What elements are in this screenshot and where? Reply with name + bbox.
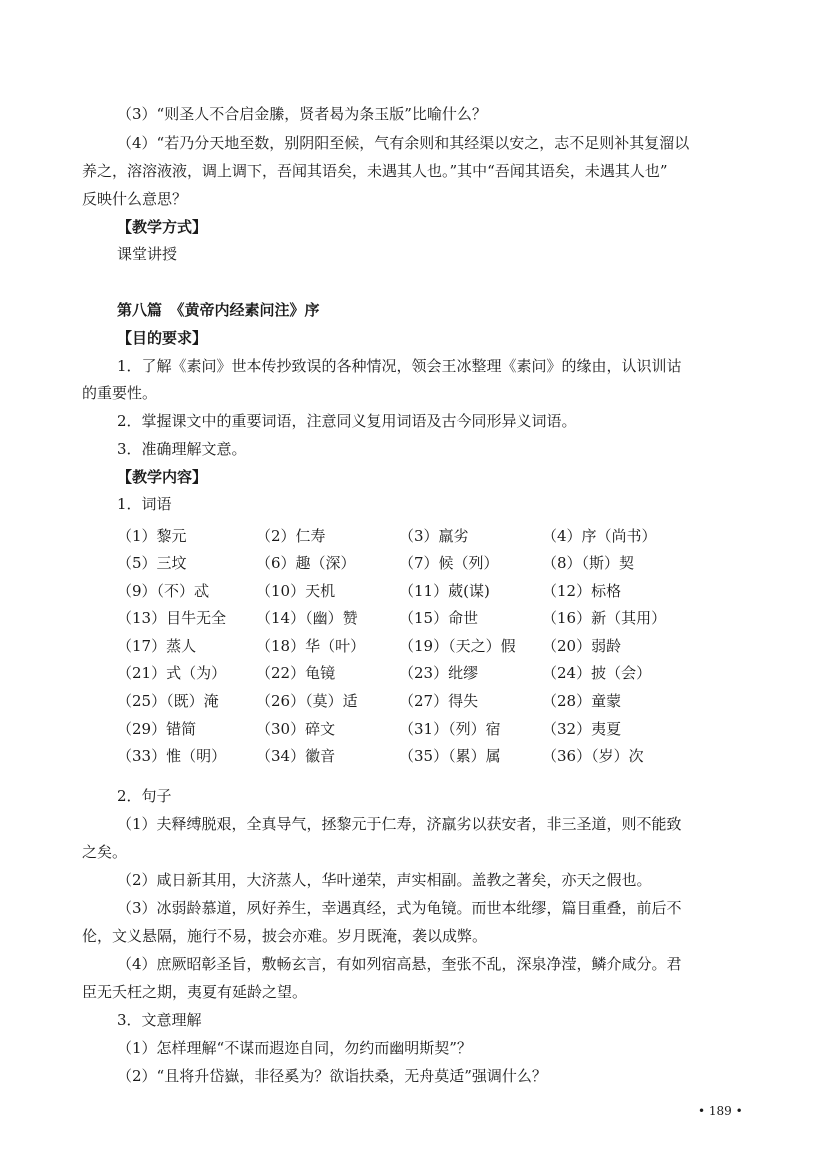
vocab-item: （16）新（其用） [542,609,667,627]
goal-3: 3．准确理解文意。 [117,440,247,458]
vocab-item: （21）式（为） [117,664,227,682]
goal-1-line-1: 1．了解《素问》世本传抄致误的各种情况，领会王冰整理《素问》的缘由，认识训诂 [117,357,682,375]
vocab-item: （3）羸劣 [399,527,469,545]
vocab-item: （5）三坟 [117,554,187,572]
vocab-item: （8）（斯）契 [542,554,635,572]
vocab-item: （6）趣（深） [256,554,356,572]
content-heading: 【教学内容】 [117,468,208,486]
sentence-1-line-1: （1）夫释缚脱艰，全真导气，拯黎元于仁寿，济羸劣以获安者，非三圣道，则不能致 [117,815,682,833]
question-4-line-2: 养之，溶溶液液，调上调下，吾闻其语矣，未遇其人也。”其中“吾闻其语矣，未遇其人也” [82,162,668,180]
vocab-item: （9）（不）忒 [117,582,210,600]
sentence-2: （2）咸日新其用，大济蒸人，华叶递荣，声实相副。盖教之著矣，亦天之假也。 [117,871,652,889]
sentences-title: 2．句子 [117,787,172,805]
vocab-item: （23）纰缪 [399,664,479,682]
vocab-item: （31）（列）宿 [399,720,501,738]
sentence-1-line-2: 之矣。 [82,843,128,861]
goal-1-line-2: 的重要性。 [82,384,158,402]
vocab-item: （15）命世 [399,609,479,627]
vocab-item: （10）天机 [256,582,336,600]
vocab-item: （24）披（会） [542,664,652,682]
question-4-line-3: 反映什么意思？ [82,190,188,208]
meaning-title: 3．文意理解 [117,1011,202,1029]
vocab-item: （20）弱龄 [542,637,622,655]
vocab-item: （32）夷夏 [542,720,622,738]
vocab-item: （2）仁寿 [256,527,326,545]
sentence-4-line-2: 臣无夭枉之期，夷夏有延龄之望。 [82,983,308,1001]
vocab-item: （26）（莫）适 [256,692,358,710]
vocab-item: （14）（幽）赞 [256,609,358,627]
vocab-item: （25）（既）淹 [117,692,219,710]
teaching-method-heading: 【教学方式】 [117,218,208,236]
question-3: （3）“则圣人不合启金縢，贤者曷为条玉版”比喻什么？ [117,105,487,123]
vocab-item: （30）碎文 [256,720,336,738]
goal-2: 2．掌握课文中的重要词语，注意同义复用词语及古今同形异义词语。 [117,412,577,430]
question-4-line-1: （4）“若乃分天地至数，别阴阳至候，气有余则和其经渠以安之，志不足则补其复溜以 [117,134,690,152]
chapter-title: 第八篇 《黄帝内经素问注》序 [117,301,320,319]
vocab-item: （18）华（叶） [256,637,366,655]
vocab-item: （22）龟镜 [256,664,336,682]
sentence-4-line-1: （4）庶厥昭彰圣旨，敷畅玄言，有如列宿高悬，奎张不乱，深泉净滢，鳞介咸分。君 [117,955,682,973]
vocab-item: （34）徽音 [256,747,336,765]
vocab-item: （4）序（尚书） [542,527,657,545]
vocab-item: （33）惟（明） [117,747,227,765]
meaning-question-1: （1）怎样理解“不谋而遐迩自同，勿约而幽明斯契”？ [117,1039,472,1057]
sentence-3-line-2: 伦，文义悬隔，施行不易，披会亦难。岁月既淹，袭以成弊。 [82,927,488,945]
vocab-item: （13）目牛无全 [117,609,227,627]
sentence-3-line-1: （3）冰弱龄慕道，夙好养生，幸遇真经，式为龟镜。而世本纰缪，篇目重叠，前后不 [117,899,682,917]
vocab-item: （28）童蒙 [542,692,622,710]
goals-heading: 【目的要求】 [117,329,208,347]
vocab-item: （19）（天之）假 [399,637,516,655]
vocab-item: （11）葳(谋) [399,582,490,600]
meaning-question-2: （2）“且将升岱嶽，非径奚为？欲诣扶桑，无舟莫适”强调什么？ [117,1067,547,1085]
vocab-item: （36）（岁）次 [542,747,644,765]
vocab-item: （1）黎元 [117,527,187,545]
vocab-title: 1．词语 [117,495,172,513]
vocab-item: （29）错简 [117,720,197,738]
vocab-item: （7）候（列） [399,554,499,572]
vocab-item: （35）（累）属 [399,747,501,765]
vocab-item: （17）蒸人 [117,637,197,655]
vocab-item: （27）得失 [399,692,479,710]
page-number: • 189 • [698,1104,743,1118]
vocab-item: （12）标格 [542,582,622,600]
teaching-method-text: 课堂讲授 [117,245,178,263]
